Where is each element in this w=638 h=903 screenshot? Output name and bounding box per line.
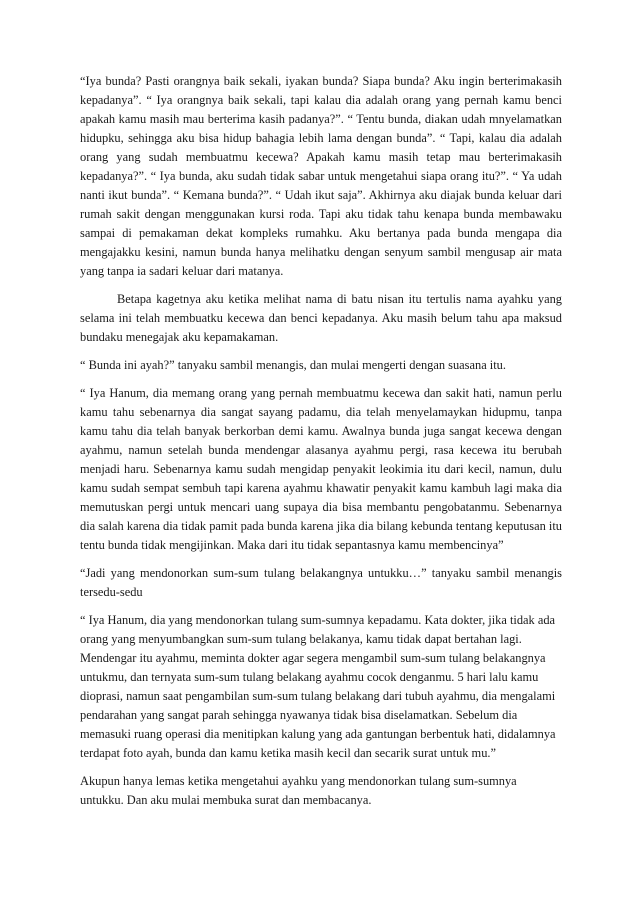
paragraph-question-ayah: “ Bunda ini ayah?” tanyaku sambil menangis, dan mulai mengerti dengan suasana itu.: [80, 358, 506, 372]
story-text: [80, 72, 562, 819]
paragraph-explanation: “ Iya Hanum, dia memang orang yang pernah membuatmu kecewa dan sakit hati, namun perlu kamu tahu sebenarnya dia sangat sayang padamu, dia telah menyelamaykan hidupmu, tanpa kamu tahu dia telah banyak berkorban demi kamu. Awalnya bunda juga sangat kecewa dengan ayahmu, namun setelah bunda mendengar alasanya ayahmu pergi, rasa kecewa itu berubah menjadi haru. Sebenarnya kamu sudah mengidap penyakit leokimia itu dari kecil, namun, dulu kamu sudah sempat sembuh tapi karena ayahmu khawatir penyakit kamu kambuh lagi maka dia memutuskan pergi untuk mencari uang supaya dia bisa membantu pengobatanmu. Sebenarnya dia salah karena dia tidak pamit pada bunda karena jika dia bilang kebunda tentang keputusan itu tentu bunda tidak mengijinkan. Maka dari itu tidak sepantasnya kamu membencinya”: [80, 386, 562, 552]
paragraph-dialogue-opening: “Iya bunda? Pasti orangnya baik sekali, iyakan bunda? Siapa bunda? Aku ingin berterimakasih kepadanya”. “ Iya orangnya baik sekali, tapi kalau dia adalah orang yang pernah kamu benci apakah kamu masih mau berterima kasih padanya?”. “ Tentu bunda, diakan udah mnyelamatkan hidupku, sehingga aku bisa hidup bahagia lebih lama dengan bunda”. “ Tapi, kalau dia adalah orang yang sudah membuatmu kecewa? Apakah kamu masih tetap mau berterimakasih kepadanya?”. “ Iya bunda, aku sudah tidak sabar untuk mengetahui siapa orang itu?”. “ Ya udah nanti ikut bunda”. “ Kemana bunda?”. “ Udah ikut saja”. Akhirnya aku diajak bunda keluar dari rumah sakit dengan menggunakan kursi roda. Tapi aku tidak tahu kenapa bunda membawaku sampai di pemakaman dekat kompleks rumahku. Aku bertanya pada bunda mengapa dia mengajakku kesini, namun bunda hanya melihatku dengan senyum sambil mengusap air mata yang tanpa ia sadari keluar dari matanya.: [80, 74, 562, 278]
paragraph-donor-question: “Jadi yang mendonorkan sum-sum tulang belakangnya untukku…” tanyaku sambil menangis tersedu-sedu: [80, 566, 562, 599]
paragraph-closing: Akupun hanya lemas ketika mengetahui ayahku yang mendonorkan tulang sum-sumnya untukku. Dan aku mulai membuka surat dan membacanya.: [80, 774, 517, 807]
paragraph-donor-answer: “ Iya Hanum, dia yang mendonorkan tulang sum-sumnya kepadamu. Kata dokter, jika tidak ada orang yang menyumbangkan sum-sum tulang belakanya, kamu tidak dapat bertahan lagi. Mendengar itu ayahmu, meminta dokter agar segera mengambil sum-sum tulang belakangnya untukmu, dan ternyata sum-sum tulang belakang ayahmu cocok denganmu. 5 hari lalu kamu dioprasi, namun saat pengambilan sum-sum tulang belakang dari tubuh ayahmu, dia mengalami pendarahan yang sangat parah sehingga nyawanya tidak bisa diselamatkan. Sebelum dia memasuki ruang operasi dia menitipkan kalung yang ada gantungan berbentuk hati, didalamnya terdapat foto ayah, bunda dan kamu ketika masih kecil dan secarik surat untuk mu.”: [80, 613, 556, 760]
paragraph-gravestone: Betapa kagetnya aku ketika melihat nama di batu nisan itu tertulis nama ayahku yang selama ini telah membuatku kecewa dan benci kepadanya. Aku masih belum tahu apa maksud bundaku menegajak aku kepamakaman.: [80, 292, 562, 344]
